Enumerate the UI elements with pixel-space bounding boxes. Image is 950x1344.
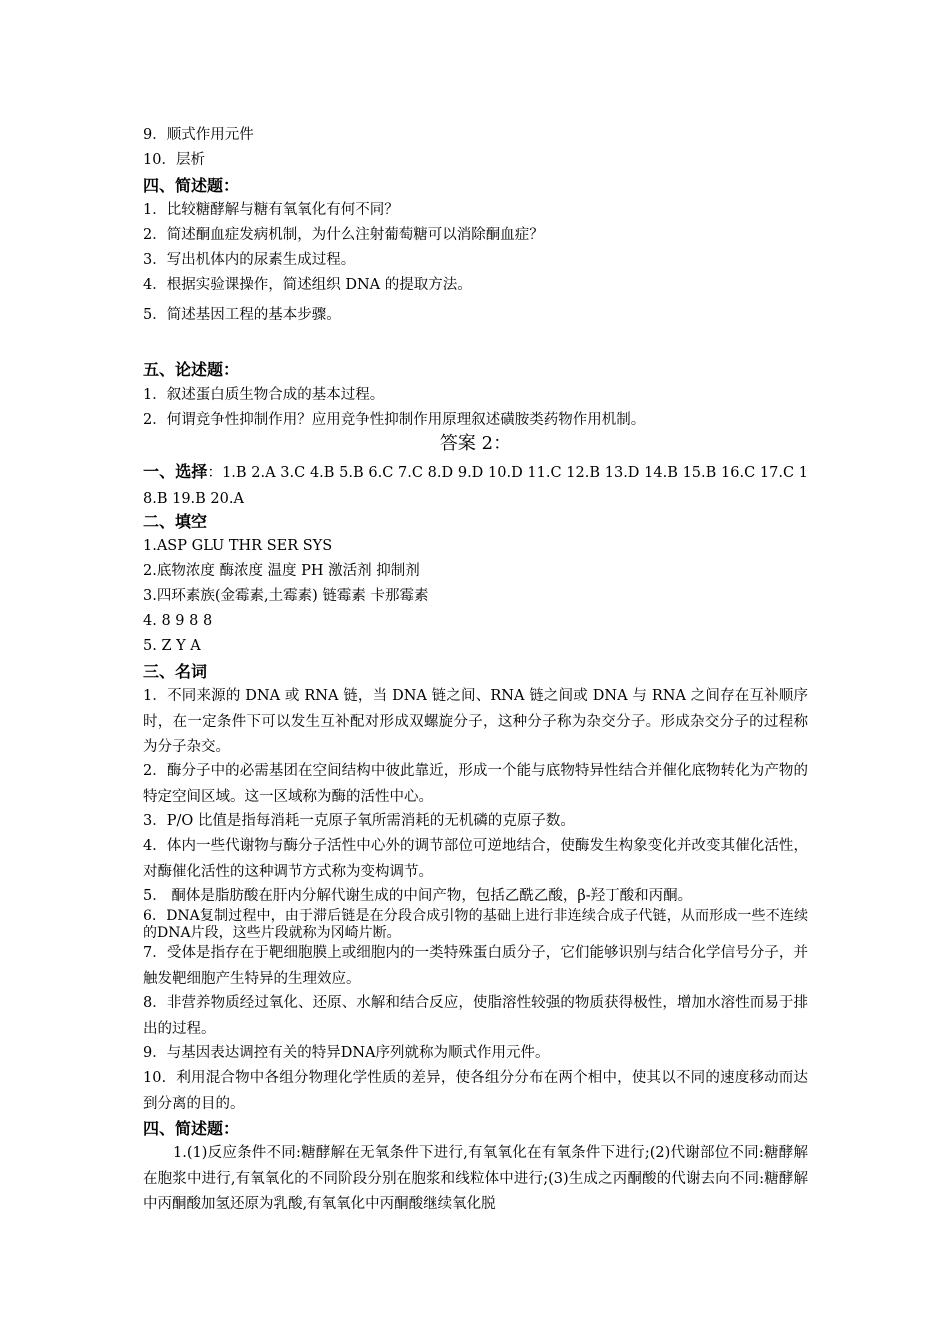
section-heading-essay: 五、论述题： (143, 360, 240, 379)
term-answer-6: 6．DNA复制过程中，由于滞后链是在分段合成引物的基础上进行非连续合成子代链，从而形成一些不连续的DNA片段，这些片段就称为冈崎片断。 (143, 908, 808, 941)
section-heading-choice: 一、选择 (143, 462, 208, 481)
fill-answer-5: 5. Z Y A (143, 638, 201, 654)
short-question-3: 3．写出机体内的尿素生成过程。 (143, 252, 356, 268)
section-heading-terms: 三、名词 (143, 662, 208, 681)
fill-answer-2: 2.底物浓度 酶浓度 温度 PH 激活剂 抑制剂 (143, 563, 420, 579)
short-question-4: 4．根据实验课操作，简述组织 DNA 的提取方法。 (143, 277, 472, 293)
term-answer-7: 7．受体是指存在于靶细胞膜上或细胞内的一类特殊蛋白质分子，它们能够识别与结合化学信号分子，并触发靶细胞产生特异的生理效应。 (143, 945, 808, 987)
short-answer-1: 1.(1)反应条件不同:糖酵解在无氧条件下进行,有氧氧化在有氧条件下进行;(2)代谢部位不同:糖酵解在胞浆中进行,有氧氧化的不同阶段分别在胞浆和线粒体中进行;(3)生成之丙酮酸的代谢去向不同:糖酵解中丙酮酸加氢还原为乳酸,有氧氧化中丙酮酸继续氧化脱 (143, 1145, 808, 1212)
answer-title: 答案 2： (439, 433, 512, 454)
term-answer-5: 5． 酮体是脂肪酸在肝内分解代谢生成的中间产物，包括乙酰乙酸，β-羟丁酸和丙酮。 (143, 888, 693, 904)
question-10: 10．层析 (143, 152, 205, 168)
fill-answer-4: 4. 8 9 8 8 (143, 613, 213, 629)
section-heading-short-answer: 四、简述题： (143, 176, 240, 195)
short-question-1: 1．比较糖酵解与糖有氧氧化有何不同？ (143, 202, 399, 218)
fill-answer-3: 3.四环素族(金霉素,土霉素) 链霉素 卡那霉素 (143, 588, 429, 604)
term-answer-9: 9．与基因表达调控有关的特异DNA序列就称为顺式作用元件。 (143, 1045, 550, 1061)
short-question-2: 2．简述酮血症发病机制，为什么注射葡萄糖可以消除酮血症？ (143, 227, 544, 243)
term-answer-8: 8．非营养物质经过氧化、还原、水解和结合反应，使脂溶性较强的物质获得极性，增加水溶性而易于排出的过程。 (143, 995, 808, 1037)
term-answer-10: 10．利用混合物中各组分物理化学性质的差异，使各组分分布在两个相中，使其以不同的速度移动而达到分离的目的。 (143, 1070, 808, 1112)
essay-question-1: 1．叙述蛋白质生物合成的基本过程。 (143, 387, 385, 403)
term-answer-4: 4．体内一些代谢物与酶分子活性中心外的调节部位可逆地结合，使酶发生构象变化并改变其催化活性，对酶催化活性的这种调节方式称为变构调节。 (143, 838, 808, 880)
term-answer-3: 3．P/O 比值是指每消耗一克原子氧所需消耗的无机磷的克原子数。 (143, 813, 575, 829)
choice-answers (143, 459, 808, 512)
fill-answer-1: 1.ASP GLU THR SER SYS (143, 538, 333, 554)
section-heading-short-answer-2: 四、简述题： (143, 1119, 240, 1138)
short-question-5: 5．简述基因工程的基本步骤。 (143, 307, 341, 323)
essay-question-2: 2．何谓竞争性抑制作用？应用竞争性抑制作用原理叙述磺胺类药物作用机制。 (143, 412, 646, 428)
choice-answer-text: ：1.B 2.A 3.C 4.B 5.B 6.C 7.C 8.D 9.D 10.D 11.C 12.B 13.D 14.B 15.B 16.C 17.C 18.B 19.B 20.A (143, 465, 808, 507)
question-9: 9．顺式作用元件 (143, 127, 254, 143)
term-answer-1: 1．不同来源的 DNA 或 RNA 链，当 DNA 链之间、RNA 链之间或 DNA 与 RNA 之间存在互补顺序时，在一定条件下可以发生互补配对形成双螺旋分子，这种分子称为杂交分子。形成杂交分子的过程称为分子杂交。 (143, 688, 808, 755)
section-heading-fill: 二、填空 (143, 512, 208, 531)
term-answer-2: 2．酶分子中的必需基团在空间结构中彼此靠近，形成一个能与底物特异性结合并催化底物转化为产物的特定空间区域。这一区域称为酶的活性中心。 (143, 763, 808, 805)
